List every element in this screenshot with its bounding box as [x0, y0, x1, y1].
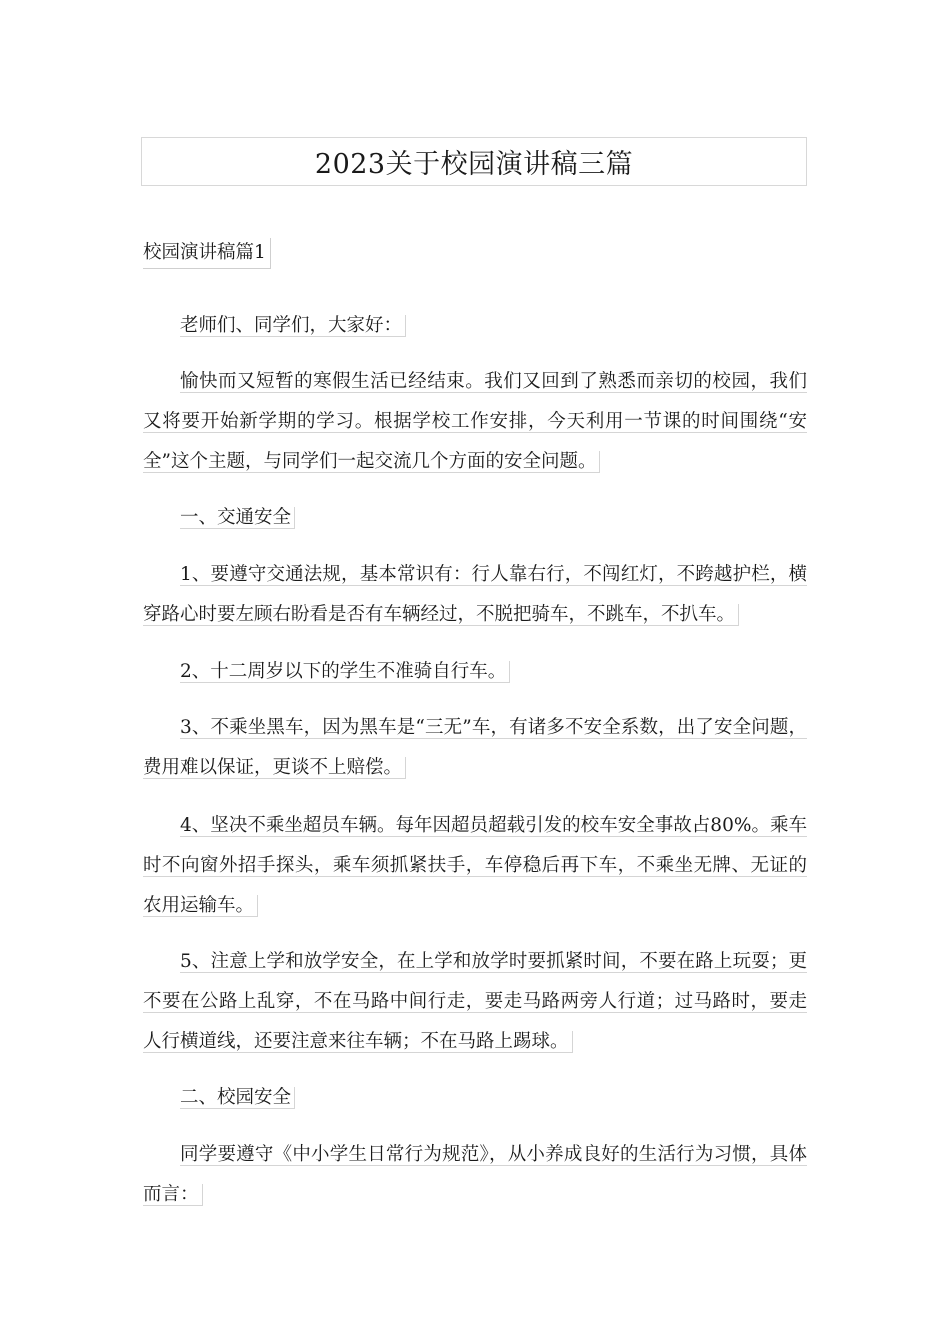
paragraph-item-1: [143, 555, 807, 635]
paragraph-item-2: [143, 652, 807, 692]
paragraph-section-two: [143, 1078, 807, 1118]
paragraph-text: 2、十二周岁以下的学生不准骑自行车。: [180, 661, 510, 683]
document-title: [141, 137, 807, 186]
paragraph-item-4: [143, 806, 807, 926]
paragraph-text: 同学要遵守《中小学生日常行为规范》，从小养成良好的生活行为习惯，具体而言：: [143, 1144, 807, 1205]
paragraph-text: 二、校园安全: [180, 1087, 295, 1109]
paragraph-text: 4、坚决不乘坐超员车辆。每年因超员超载引发的校车安全事故占80%。乘车时不向窗外招手探头，乘车须抓紧扶手，车停稳后再下车，不乘坐无牌、无证的农用运输车。: [143, 815, 807, 916]
document-title-text: 2023关于校园演讲稿三篇: [314, 149, 634, 180]
paragraph-text: 5、注意上学和放学安全，在上学和放学时要抓紧时间，不要在路上玩耍；更不要在公路上乱穿，不在马路中间行走，要走马路两旁人行道；过马路时，要走人行横道线，还要注意来往车辆；不在马路上踢球。: [143, 951, 807, 1052]
paragraph-text: 愉快而又短暂的寒假生活已经结束。我们又回到了熟悉而亲切的校园，我们又将要开始新学期的学习。根据学校工作安排，今天利用一节课的时间围绕“安全”这个主题，与同学们一起交流几个方面的安全问题。: [143, 371, 807, 472]
paragraph-text: 1、要遵守交通法规，基本常识有：行人靠右行，不闯红灯，不跨越护栏，横穿路心时要左顾右盼看是否有车辆经过，不脱把骑车，不跳车，不扒车。: [143, 564, 807, 625]
paragraph-greeting: [143, 306, 807, 346]
paragraph-text: 老师们、同学们，大家好：: [180, 315, 406, 337]
paragraph-text: 一、交通安全: [180, 507, 295, 529]
paragraph-campus-rules: [143, 1135, 807, 1215]
paragraph-item-5: [143, 942, 807, 1062]
paragraph-intro: [143, 362, 807, 482]
section-heading: 校园演讲稿篇1: [143, 238, 271, 269]
paragraph-text: 3、不乘坐黑车，因为黑车是“三无”车，有诸多不安全系数，出了安全问题，费用难以保证，更谈不上赔偿。: [143, 717, 807, 778]
paragraph-section-one: [143, 498, 807, 538]
paragraph-item-3: [143, 708, 807, 788]
